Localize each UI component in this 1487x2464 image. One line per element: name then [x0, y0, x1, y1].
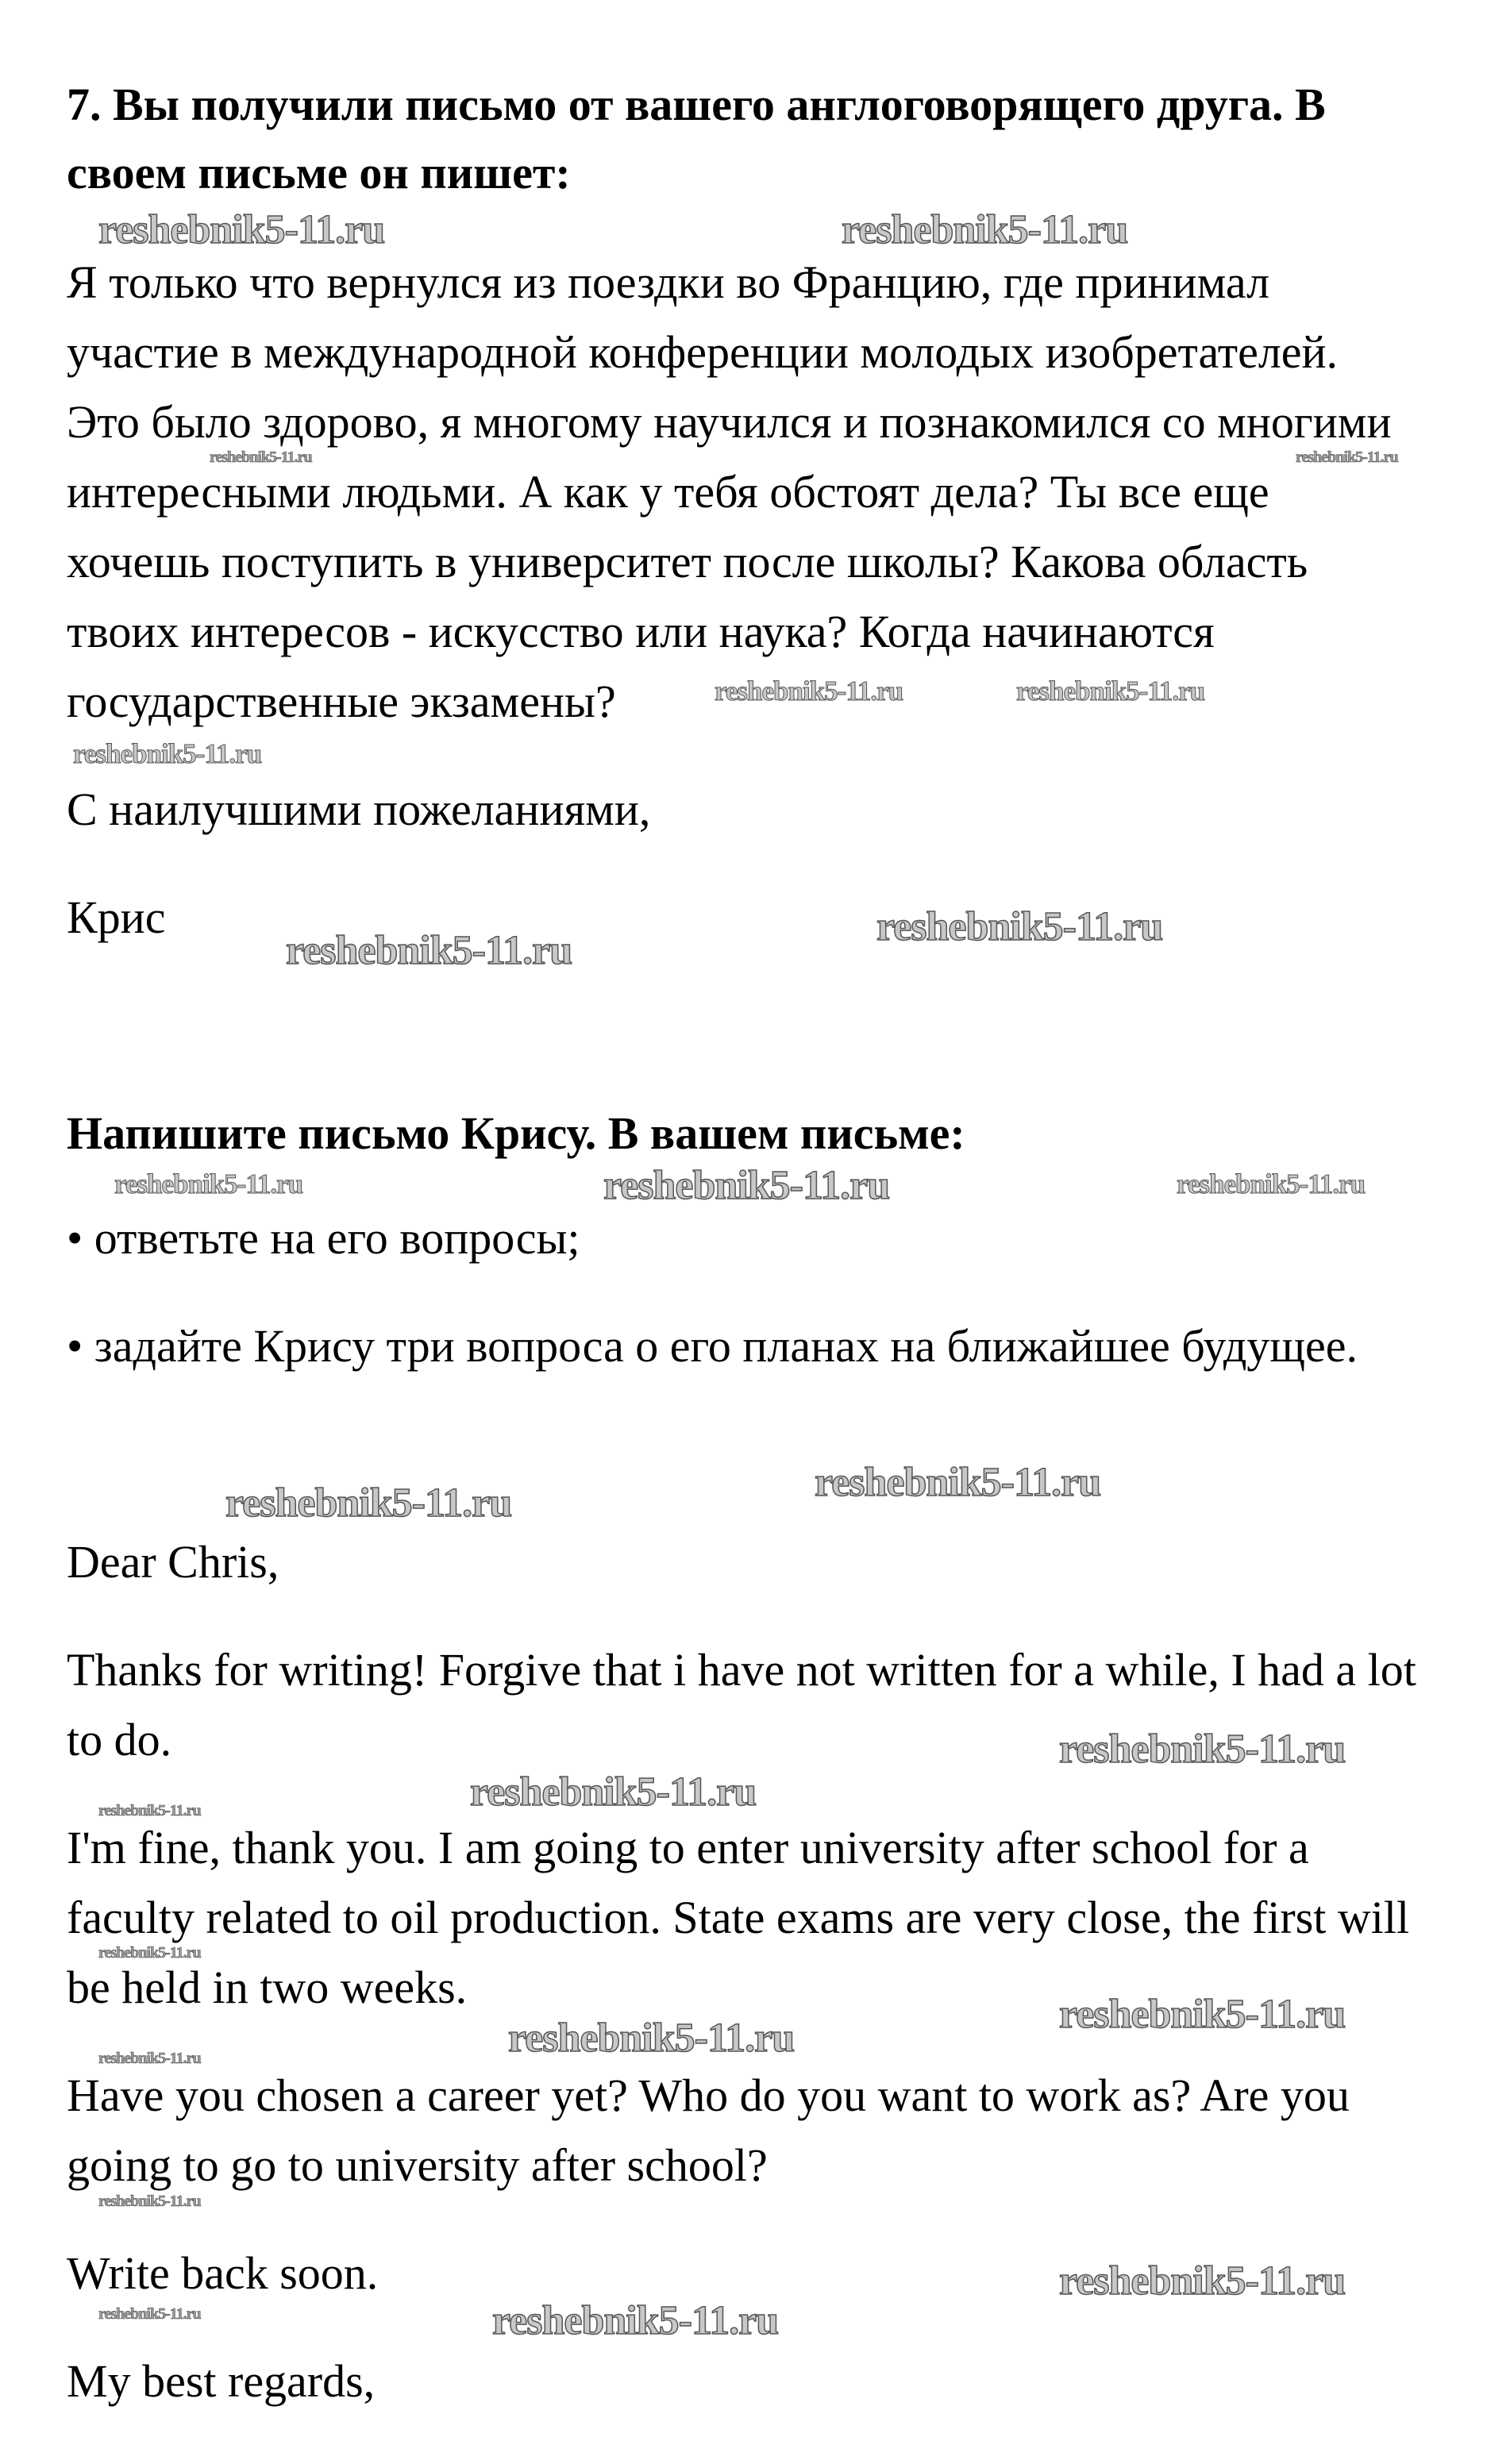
answer-line: to do.: [67, 1714, 172, 1765]
bullet-item: • задайте Крису три вопроса о его планах на ближайшее будущее.: [67, 1320, 1358, 1372]
watermark: reshebnik5-11.ru: [603, 1163, 890, 1208]
answer-line: faculty related to oil production. State exams are very close, the first will: [67, 1892, 1410, 1943]
watermark: reshebnik5-11.ru: [492, 2298, 779, 2343]
letter-line: хочешь поступить в университет после школы? Какова область: [67, 536, 1308, 587]
watermark: reshebnik5-11.ru: [98, 2050, 201, 2067]
watermark: reshebnik5-11.ru: [98, 2305, 201, 2323]
letter-line: интересными людьми. А как у тебя обстоят дела? Ты все еще: [67, 466, 1269, 518]
watermark: reshebnik5-11.ru: [98, 1802, 201, 1819]
answer-line: I'm fine, thank you. I am going to enter university after school for a: [67, 1822, 1309, 1873]
letter-closing: С наилучшими пожеланиями,: [67, 783, 651, 835]
answer-regards: My best regards,: [67, 2355, 376, 2407]
letter-signature: Крис: [67, 891, 166, 943]
watermark: reshebnik5-11.ru: [98, 207, 385, 252]
watermark: reshebnik5-11.ru: [1059, 2258, 1346, 2304]
watermark: reshebnik5-11.ru: [1059, 1727, 1346, 1772]
watermark: reshebnik5-11.ru: [470, 1769, 757, 1815]
watermark: reshebnik5-11.ru: [98, 1944, 201, 1962]
heading-line: своем письме он пишет:: [67, 147, 571, 198]
letter-line: твоих интересов - искусство или наука? Когда начинаются: [67, 606, 1215, 657]
letter-line: участие в международной конференции молодых изобретателей.: [67, 326, 1339, 378]
letter-line: государственные экзамены?: [67, 676, 616, 727]
watermark: reshebnik5-11.ru: [73, 738, 262, 769]
watermark: reshebnik5-11.ru: [715, 676, 903, 706]
watermark: reshebnik5-11.ru: [286, 928, 572, 973]
watermark: reshebnik5-11.ru: [842, 207, 1128, 252]
heading-line: 7. Вы получили письмо от вашего англоговорящего друга. В: [67, 79, 1326, 130]
letter-line: Я только что вернулся из поездки во Францию, где принимал: [67, 256, 1270, 308]
watermark: reshebnik5-11.ru: [876, 904, 1163, 949]
watermark: reshebnik5-11.ru: [1059, 1992, 1346, 2037]
watermark: reshebnik5-11.ru: [98, 2193, 201, 2210]
bullet-item: • ответьте на его вопросы;: [67, 1212, 580, 1264]
answer-greeting: Dear Chris,: [67, 1536, 279, 1588]
answer-line: Have you chosen a career yet? Who do you want to work as? Are you: [67, 2069, 1350, 2121]
answer-line: going to go to university after school?: [67, 2139, 768, 2191]
letter-line: Это было здорово, я многому научился и познакомился со многими: [67, 396, 1392, 448]
watermark: reshebnik5-11.ru: [1177, 1168, 1366, 1199]
answer-sign-off: Write back soon.: [67, 2247, 379, 2299]
watermark: reshebnik5-11.ru: [1296, 449, 1398, 466]
instruction-text: Напишите письмо Крису. В вашем письме:: [67, 1107, 965, 1159]
answer-line: be held in two weeks.: [67, 1962, 468, 2013]
watermark: reshebnik5-11.ru: [225, 1480, 512, 1526]
watermark: reshebnik5-11.ru: [210, 449, 312, 466]
watermark: reshebnik5-11.ru: [815, 1460, 1101, 1505]
watermark: reshebnik5-11.ru: [1016, 676, 1205, 706]
watermark: reshebnik5-11.ru: [114, 1168, 303, 1199]
answer-line: Thanks for writing! Forgive that i have not written for a while, I had a lot: [67, 1644, 1416, 1696]
watermark: reshebnik5-11.ru: [508, 2015, 795, 2061]
